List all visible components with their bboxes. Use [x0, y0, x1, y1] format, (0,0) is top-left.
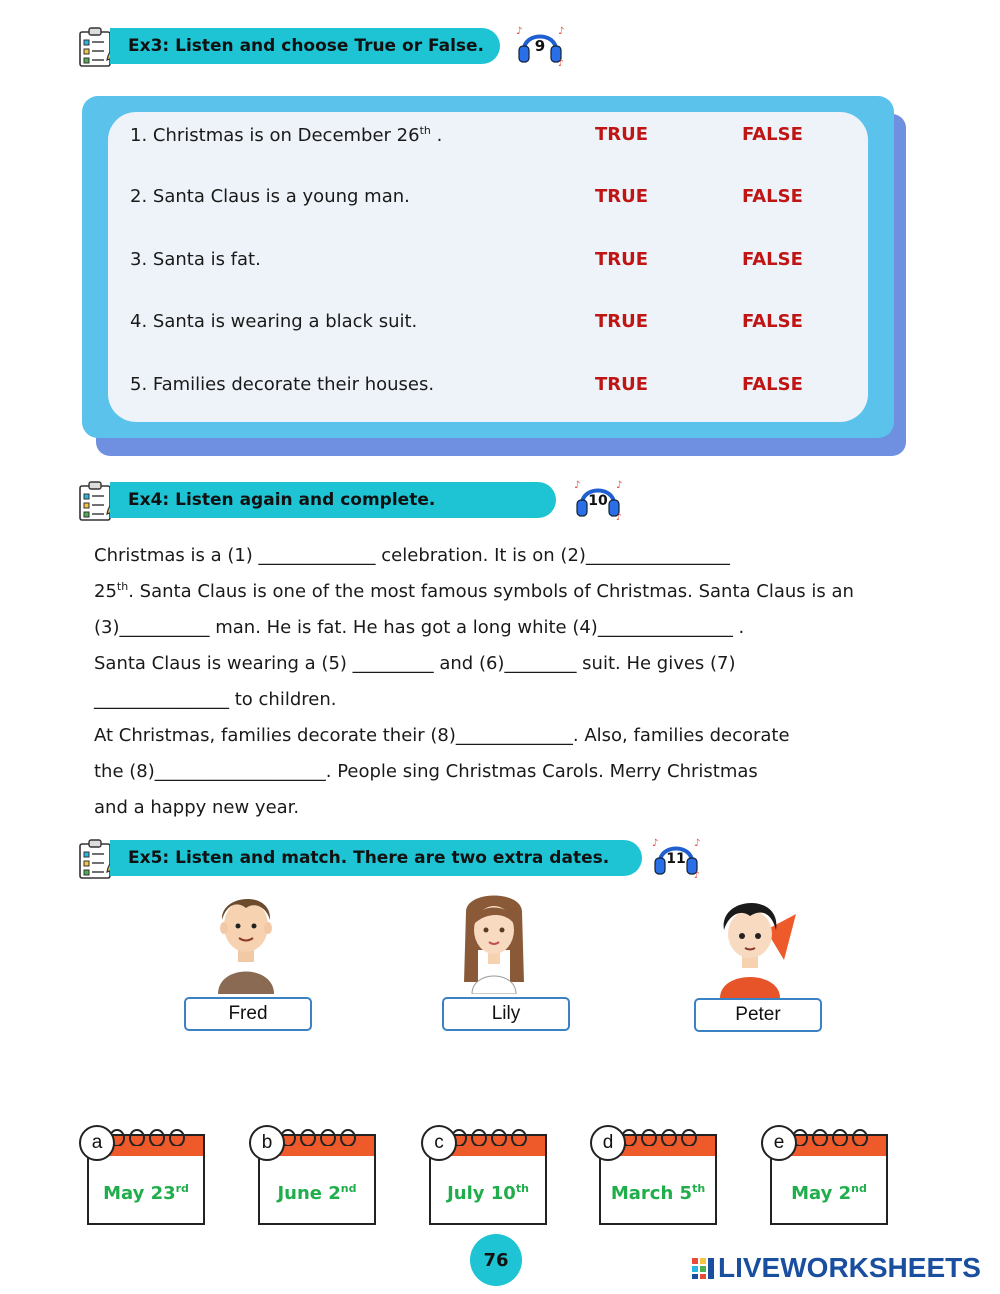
false-option-5[interactable]: FALSE	[742, 374, 803, 395]
letter-badge-d: d	[590, 1125, 626, 1161]
true-option-3[interactable]: TRUE	[595, 249, 649, 270]
true-option-2[interactable]: TRUE	[595, 186, 649, 207]
false-option-1[interactable]: FALSE	[742, 124, 803, 145]
ex4-line-2[interactable]: 25th. Santa Claus is one of the most famous symbols of Christmas. Santa Claus is an	[94, 580, 854, 602]
name-box-peter[interactable]: Peter	[694, 998, 822, 1032]
ex4-line-1[interactable]: Christmas is a (1) _____________ celebration. It is on (2)________________	[94, 545, 730, 566]
page-number: 76	[470, 1234, 522, 1286]
ex4-line-6[interactable]: At Christmas, families decorate their (8)_____________. Also, families decorate	[94, 725, 790, 746]
tf-question-1: 1. Christmas is on December 26th .	[130, 124, 443, 146]
calendar-rings-icon	[449, 1128, 533, 1146]
headphones-icon[interactable]	[512, 22, 568, 68]
tf-question-2: 2. Santa Claus is a young man.	[130, 186, 410, 207]
tf-row-3	[130, 249, 830, 279]
false-option-3[interactable]: FALSE	[742, 249, 803, 270]
ex4-line-5[interactable]: _______________ to children.	[94, 689, 337, 710]
tf-row-2	[130, 186, 830, 216]
tf-row-4	[130, 311, 830, 341]
boy-peter-image	[706, 890, 798, 998]
liveworksheets-logo-icon	[692, 1256, 716, 1280]
ex3-track-number: 9	[534, 37, 546, 55]
calendar-rings-icon	[619, 1128, 703, 1146]
name-box-fred[interactable]: Fred	[184, 997, 312, 1031]
girl-lily-image	[458, 890, 530, 994]
date-label-c: July 10th	[447, 1182, 529, 1204]
ex4-line-7[interactable]: the (8)___________________. People sing Christmas Carols. Merry Christmas	[94, 761, 758, 782]
letter-badge-e: e	[761, 1125, 797, 1161]
ex5-track-number: 11	[666, 851, 686, 867]
ex3-title-bar	[110, 28, 500, 64]
true-option-4[interactable]: TRUE	[595, 311, 649, 332]
ex4-line-4[interactable]: Santa Claus is wearing a (5) _________ and (6)________ suit. He gives (7)	[94, 653, 736, 674]
ex3-title: Ex3: Listen and choose True or False.	[128, 36, 485, 56]
true-option-5[interactable]: TRUE	[595, 374, 649, 395]
ex5-title-bar	[110, 840, 642, 876]
ex4-passage	[94, 538, 904, 826]
ex4-title-bar	[110, 482, 556, 518]
tf-question-5: 5. Families decorate their houses.	[130, 374, 435, 395]
tf-question-4: 4. Santa is wearing a black suit.	[130, 311, 418, 332]
ex4-title: Ex4: Listen again and complete.	[128, 490, 436, 510]
ex4-track-number: 10	[588, 493, 608, 509]
calendar-rings-icon	[107, 1128, 191, 1146]
false-option-2[interactable]: FALSE	[742, 186, 803, 207]
date-label-b: June 2nd	[277, 1182, 357, 1204]
boy-fred-image	[206, 886, 286, 994]
tf-question-3: 3. Santa is fat.	[130, 249, 261, 270]
calendar-rings-icon	[278, 1128, 362, 1146]
liveworksheets-logo[interactable]	[692, 1253, 981, 1283]
ex4-line-3[interactable]: (3)__________ man. He is fat. He has got a long white (4)_______________ .	[94, 617, 745, 638]
tf-row-1	[130, 124, 830, 154]
brand-text: LIVEWORKSHEETS	[718, 1252, 981, 1283]
ex5-title: Ex5: Listen and match. There are two extra dates.	[128, 848, 610, 868]
letter-badge-c: c	[421, 1125, 457, 1161]
letter-badge-b: b	[249, 1125, 285, 1161]
date-label-e: May 2nd	[791, 1182, 867, 1204]
ex4-line-8: and a happy new year.	[94, 797, 300, 818]
name-box-lily[interactable]: Lily	[442, 997, 570, 1031]
calendar-rings-icon	[790, 1128, 874, 1146]
headphones-icon[interactable]	[570, 476, 626, 522]
false-option-4[interactable]: FALSE	[742, 311, 803, 332]
true-option-1[interactable]: TRUE	[595, 124, 649, 145]
letter-badge-a: a	[79, 1125, 115, 1161]
headphones-icon[interactable]	[648, 834, 704, 880]
tf-row-5	[130, 374, 830, 404]
date-label-a: May 23rd	[103, 1182, 189, 1204]
date-label-d: March 5th	[610, 1182, 706, 1204]
